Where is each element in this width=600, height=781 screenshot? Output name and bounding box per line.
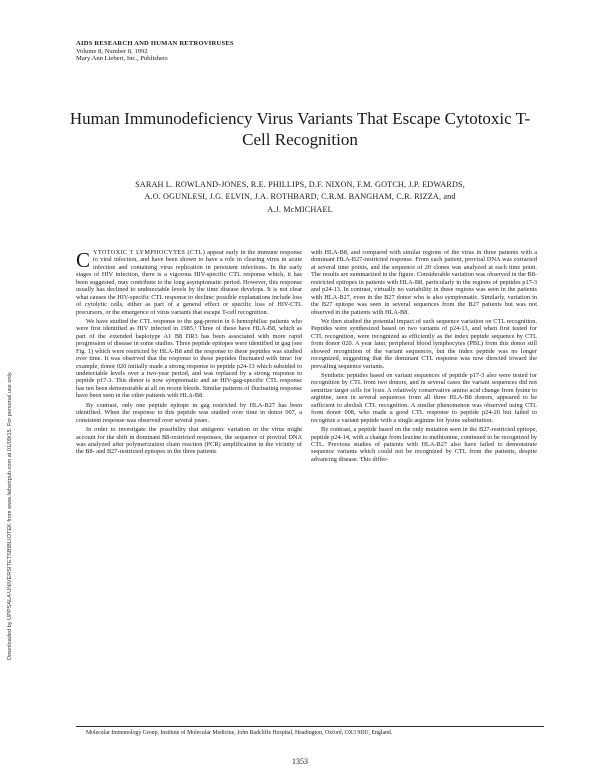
right-column (311, 249, 537, 465)
paragraph-text: appear early in the immune response to viral infection, and have been shown to have a role in clearing virus in acute infection and containing virus replication in persistent infections. In the early stages of HIV infection, there is a vigorous HIV-specific CTL response which, it has been suggested, may contribute to the long asymptomatic period. However, this response usually has declined to undetectable levels by the time disease develops. It is not clear what causes the HIV-specific CTL response to decline: possible explanations include loss of cytolytic cells, either as part of a general effect or specific loss of HIV-CTL precursors, or the emergence of virus variants that escape T-cell recognition. (76, 249, 302, 316)
page-number: 1353 (292, 757, 308, 766)
article-title: Human Immunodeficiency Virus Variants That Escape Cytotoxic T-Cell Recognition (69, 109, 531, 149)
left-column (76, 249, 302, 458)
opening-smallcaps: YTOTOXIC T LYMPHOCYTES (CTL) (93, 249, 206, 256)
body-paragraph: Synthetic peptides based on variant sequences of peptide p17-3 also were tested for recognition by CTL from two donors, and in several cases the variant sequences did not sensitize target cells for lysis. A relatively conservative amino acid change from lysine to arginine, seen in several sequences from all three HLA-B8 donors, appeared to be sufficient to abolish CTL recognition. A similar phenomenon was observed using CTL from donor 008, who made a good CTL response to peptide p24-20 but failed to recognize a variant peptide with a single arginine for lysine substitution. (311, 372, 537, 424)
drop-cap: C (76, 248, 91, 272)
author-list (100, 179, 500, 216)
body-paragraph (76, 249, 302, 316)
body-paragraph: with HLA-B8, and compared with similar regions of the virus in three patients with a dominant HLA-B27-restricted response. From each patient, proviral DNA was extracted at several time points, and the sequence of 20 clones was analyzed at each time point. The results are summarized in the figure. Considerable variation was observed in the B8-restricted epitopes in patients with HLA-B8, particularly in the regions of peptides p17-3 and p24-13. In contrast, virtually no variability in these regions was seen in the patients with HLA-B27, even in the B27 donor who is also symptomatic. Similarly, variation in the B27 epitope was seen in several sequences from the B27 patients but was not observed in the patients with HLA-B8. (311, 249, 537, 316)
affiliation-footnote: Molecular Immunology Group, Institute of Molecular Medicine, John Radcliffe Hospital, Headington, Oxford, OX3 9DU, England. (86, 730, 393, 736)
journal-header (76, 40, 234, 63)
body-paragraph: We then studied the potential impact of such sequence variation on CTL recognition. Peptides were synthesized based on two variants of p24-13, and when first tested for CTL recognition, were recognized as efficiently as the index peptide sequence by CTL from donor 020. A year later, peripheral blood lymphocytes (PBL) from this donor still showed recognition of the variant sequences, but the index peptide was no longer recognized, suggesting that the dominant CTL response was now directed toward the prevailing sequence variants. (311, 317, 537, 370)
body-paragraph: In order to investigate the possibility that antigenic variation in the virus might account for the shift in dominant B8-restricted responses, the sequence of proviral DNA was analyzed after polymerization chain reaction (PCR) amplification in the vicinity of the B8- and B27-restricted epitopes in the three patients (76, 426, 302, 456)
journal-publisher: Mary Ann Liebert, Inc., Publishers (76, 55, 168, 63)
download-watermark: Downloaded by UPPSALA UNIVERSITETSBIBLIOTEK from www.liebertpub.com at 01/09/15. For personal use only. (7, 371, 13, 660)
authors-line: SARAH L. ROWLAND-JONES, R.E. PHILLIPS, D.F. NIXON, F.M. GOTCH, J.P. EDWARDS, (135, 180, 465, 189)
body-paragraph: By contrast, only one peptide epitope in gag restricted by HLA-B27 has been identified. When the response to this peptide was studied over time in donor 007, a consistent response was observed over several years. (76, 401, 302, 424)
body-paragraph: We have studied the CTL response to the gag-protein in 6 hemophiliac patients who were first identified as HIV infected in 1985.¹ Three of these have HLA-B8, which as part of the extended haplotype A1 B8 DR3 has been associated with more rapid progression of disease in some studies. Three peptide epitopes were identified in gag (see Fig. 1) which were restricted by HLA-B8 and the response to these peptides was studied over time. It was observed that the response to these peptides fluctuated with time: for example, donor 020 initially made a strong response to peptide p24-13 which subsided to undetectable levels over a two-year period, and was replaced by a strong response to peptide p17-3. This donor is now symptomatic and an HIV-gag-specific CTL response has not been demonstrable at all on recent bleeds. Similar patterns of fluctuating response have been seen in the other patients with HLA-B8. (76, 317, 302, 400)
journal-name: AIDS RESEARCH AND HUMAN RETROVIRUSES (76, 40, 234, 47)
authors-line: A.J. McMICHAEL (267, 204, 333, 214)
body-paragraph: By contrast, a peptide based on the only mutation seen in the B27-restricted epitope, peptide p24-14, with a change from leucine to methionine, continued to be recognized by CTL. Previous studies of patients with HLA-B27 also have failed to demonstrate sequence variants which could not be recognized by CTL from the patients, despite advancing disease. This differ- (311, 426, 537, 463)
journal-volume: Volume 8, Number 8, 1992 (76, 47, 148, 55)
footnote-rule (76, 726, 544, 727)
authors-line: A.O. OGUNLESI, J.G. ELVIN, J.A. ROTHBARD, C.R.M. BANGHAM, C.R. RIZZA, and (144, 192, 456, 202)
